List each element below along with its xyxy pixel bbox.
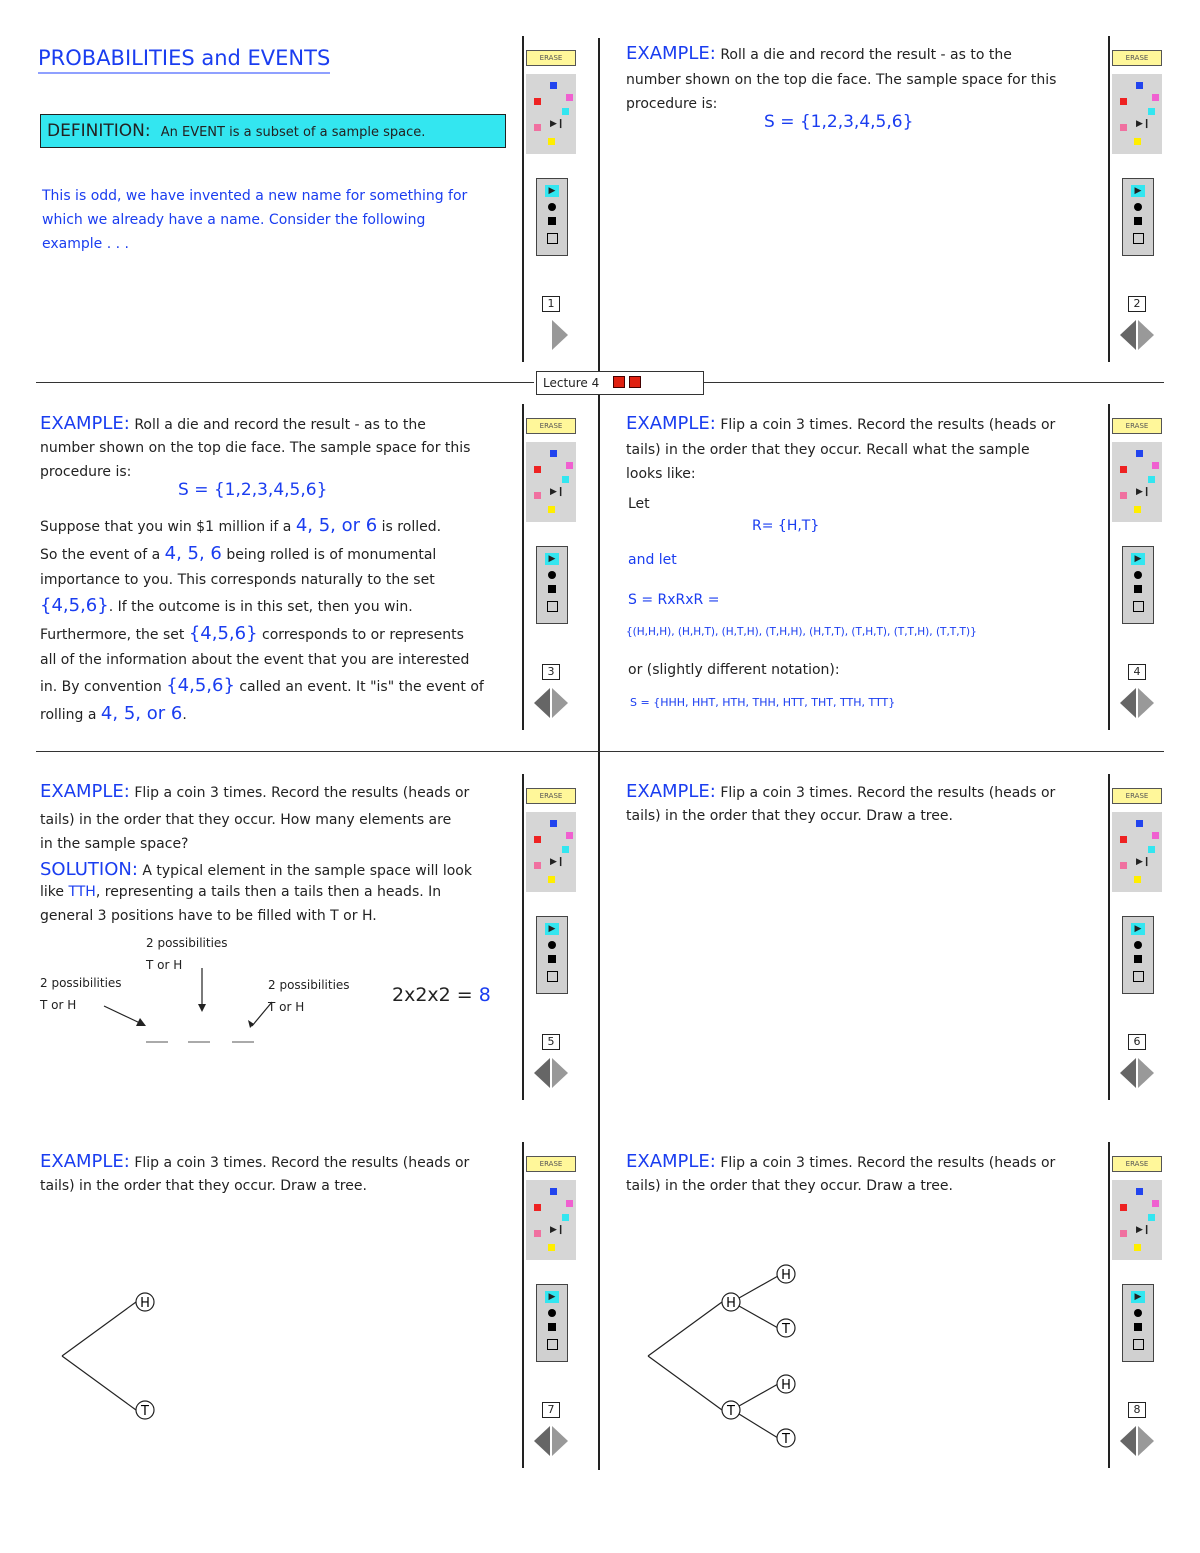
color-palette[interactable]: [1112, 442, 1162, 522]
tree-edge: [62, 1356, 136, 1410]
definition-text: An EVENT is a subset of a sample space.: [160, 125, 426, 140]
erase-button[interactable]: ERASE: [1112, 50, 1162, 66]
text-span: called an event. It "is" the event of: [234, 679, 484, 695]
example-line: tails) in the order that they occur. Draw a tree.: [626, 808, 953, 824]
erase-button[interactable]: ERASE: [526, 50, 576, 66]
slide-nav: [1120, 1426, 1156, 1456]
red-square-icon: [629, 376, 641, 388]
text-span: rolling a: [40, 707, 101, 723]
or-text: or (slightly different notation):: [628, 662, 840, 678]
palette-color-swatch[interactable]: [1148, 1214, 1155, 1221]
page-number: 5: [542, 1034, 560, 1050]
palette-color-swatch[interactable]: [550, 82, 557, 89]
panel-2: [626, 40, 1106, 360]
palette-color-swatch[interactable]: [1120, 836, 1127, 843]
slide-nav: [534, 1426, 570, 1456]
pen-circle-tool-icon[interactable]: [1134, 1309, 1142, 1317]
pen-circle-tool-icon[interactable]: [548, 571, 556, 579]
play-pause-icon[interactable]: ▶❙: [1136, 487, 1151, 497]
tool-palette[interactable]: [1122, 178, 1154, 256]
slide-nav: [534, 320, 570, 350]
palette-color-swatch[interactable]: [1120, 98, 1127, 105]
tree-edge: [62, 1302, 136, 1356]
definition-label: DEFINITION:: [47, 121, 151, 141]
highlight-span: {4,5,6}: [188, 623, 258, 644]
example-label: EXAMPLE:: [626, 413, 716, 434]
palette-color-swatch[interactable]: [534, 492, 541, 499]
pointer-tool-icon[interactable]: ▶: [545, 923, 559, 935]
tree-edge: [739, 1384, 778, 1406]
palette-color-swatch[interactable]: [550, 1188, 557, 1195]
pen-circle-tool-icon[interactable]: [548, 941, 556, 949]
play-pause-icon[interactable]: ▶❙: [550, 857, 565, 867]
page-number: 1: [542, 296, 560, 312]
text-span: .: [182, 707, 187, 723]
tree-diagram: [642, 1262, 822, 1452]
example-line: Flip a coin 3 times. Record the results (heads or: [720, 785, 1056, 801]
select-box-tool-icon[interactable]: [547, 1339, 558, 1350]
panel-3: [40, 410, 520, 730]
lecture-text: Lecture 4: [543, 376, 600, 390]
tool-palette[interactable]: [1122, 546, 1154, 624]
example-line: number shown on the top die face. The sample space for this: [626, 72, 1057, 88]
red-square-icon: [613, 376, 625, 388]
page-number: 2: [1128, 296, 1146, 312]
example-line: Roll a die and record the result - as to the: [720, 47, 1012, 63]
solution-line: A typical element in the sample space will look: [142, 863, 472, 879]
text-line: importance to you. This corresponds naturally to the set: [40, 572, 435, 588]
slot-blank: [232, 1041, 254, 1043]
play-pause-icon[interactable]: ▶❙: [550, 1225, 565, 1235]
arrow-line: [252, 1002, 272, 1026]
row-divider-1b: [704, 382, 1164, 383]
palette-color-swatch[interactable]: [562, 108, 569, 115]
center-divider: [598, 38, 600, 1470]
prev-slide-arrow-icon[interactable]: [534, 1426, 550, 1456]
text-span: Suppose that you win $1 million if a: [40, 519, 296, 535]
erase-button[interactable]: ERASE: [526, 1156, 576, 1172]
highlight-span: 4, 5, 6: [164, 543, 222, 564]
erase-button[interactable]: ERASE: [526, 418, 576, 434]
example-line: Flip a coin 3 times. Record the results (heads or: [720, 1155, 1056, 1171]
palette-color-swatch[interactable]: [1136, 820, 1143, 827]
example-line: Roll a die and record the result - as to the: [134, 417, 426, 433]
palette-color-swatch[interactable]: [534, 862, 541, 869]
palette-color-swatch[interactable]: [534, 466, 541, 473]
tool-palette[interactable]: [536, 1284, 568, 1362]
play-pause-icon[interactable]: ▶❙: [550, 487, 565, 497]
pointer-tool-icon[interactable]: ▶: [545, 553, 559, 565]
and-let-text: and let: [628, 552, 677, 568]
palette-color-swatch[interactable]: [1120, 492, 1127, 499]
slot-blank: [188, 1041, 210, 1043]
example-line: procedure is:: [40, 464, 132, 480]
example-line: tails) in the order that they occur. Recall what the sample: [626, 442, 1030, 458]
select-box-tool-icon[interactable]: [1133, 233, 1144, 244]
palette-color-swatch[interactable]: [1148, 846, 1155, 853]
palette-color-swatch[interactable]: [548, 876, 555, 883]
page-title: PROBABILITIES and EVENTS: [38, 46, 330, 74]
color-palette[interactable]: [1112, 812, 1162, 892]
page-number: 4: [1128, 664, 1146, 680]
palette-color-swatch[interactable]: [1120, 862, 1127, 869]
example-label: EXAMPLE:: [40, 781, 130, 802]
next-slide-arrow-icon[interactable]: [552, 1058, 568, 1088]
sidebar-rule: [522, 404, 524, 730]
pen-square-tool-icon[interactable]: [548, 1323, 556, 1331]
example-line: looks like:: [626, 466, 696, 482]
slide-nav: [534, 1058, 570, 1088]
example-line: procedure is:: [626, 96, 718, 112]
erase-button[interactable]: ERASE: [1112, 418, 1162, 434]
definition-box: [40, 114, 506, 148]
sample-space: S = {1,2,3,4,5,6}: [178, 480, 328, 500]
next-slide-arrow-icon[interactable]: [552, 1426, 568, 1456]
palette-color-swatch[interactable]: [566, 94, 573, 101]
palette-color-swatch[interactable]: [1152, 462, 1159, 469]
text-span: corresponds to or represents: [257, 627, 464, 643]
example-line: Flip a coin 3 times. Record the results (heads or: [134, 1155, 470, 1171]
pen-circle-tool-icon[interactable]: [548, 203, 556, 211]
pen-square-tool-icon[interactable]: [1134, 1323, 1142, 1331]
palette-color-swatch[interactable]: [534, 1230, 541, 1237]
play-pause-icon[interactable]: ▶❙: [1136, 1225, 1151, 1235]
palette-color-swatch[interactable]: [1136, 82, 1143, 89]
example-label: EXAMPLE:: [626, 43, 716, 64]
sidebar-rule: [1108, 404, 1110, 730]
solution-label: SOLUTION:: [40, 859, 138, 880]
example-line: number shown on the top die face. The sample space for this: [40, 440, 471, 456]
palette-color-swatch[interactable]: [1120, 1204, 1127, 1211]
page-number: 3: [542, 664, 560, 680]
arrowhead-icon: [198, 1004, 206, 1012]
text-span: . If the outcome is in this set, then you win.: [108, 599, 413, 615]
color-palette[interactable]: [526, 1180, 576, 1260]
pointer-tool-icon[interactable]: ▶: [545, 1291, 559, 1303]
example-line: tails) in the order that they occur. How many elements are: [40, 812, 452, 828]
palette-color-swatch[interactable]: [1152, 94, 1159, 101]
next-slide-arrow-icon[interactable]: [552, 320, 568, 350]
select-box-tool-icon[interactable]: [1133, 601, 1144, 612]
prev-slide-arrow-icon[interactable]: [534, 688, 550, 718]
play-pause-icon[interactable]: ▶❙: [1136, 119, 1151, 129]
pointer-tool-icon[interactable]: ▶: [1131, 923, 1145, 935]
s-definition: S = RxRxR =: [628, 592, 720, 608]
let-text: Let: [628, 496, 650, 512]
tree-diagram: [50, 1288, 190, 1428]
tree-edge: [648, 1302, 722, 1356]
example-label: EXAMPLE:: [40, 413, 130, 434]
example-line: tails) in the order that they occur. Draw a tree.: [626, 1178, 953, 1194]
play-pause-icon[interactable]: ▶❙: [1136, 857, 1151, 867]
text-span: Furthermore, the set: [40, 627, 189, 643]
palette-color-swatch[interactable]: [548, 1244, 555, 1251]
select-box-tool-icon[interactable]: [547, 233, 558, 244]
slide-nav: [1120, 320, 1156, 350]
sidebar-rule: [522, 774, 524, 1100]
palette-color-swatch[interactable]: [548, 506, 555, 513]
page-number: 8: [1128, 1402, 1146, 1418]
arrowhead-icon: [248, 1020, 254, 1028]
palette-color-swatch[interactable]: [566, 832, 573, 839]
product-text: 2x2x2 =: [392, 984, 479, 1006]
tree-edge: [648, 1356, 722, 1410]
prev-slide-arrow-icon[interactable]: [1120, 688, 1136, 718]
erase-button[interactable]: ERASE: [526, 788, 576, 804]
example-line: in the sample space?: [40, 836, 189, 852]
prev-slide-arrow-icon[interactable]: [1120, 320, 1136, 350]
palette-color-swatch[interactable]: [548, 138, 555, 145]
palette-color-swatch[interactable]: [550, 450, 557, 457]
possibilities-label: 2 possibilities: [40, 976, 122, 990]
palette-color-swatch[interactable]: [1134, 876, 1141, 883]
palette-color-swatch[interactable]: [562, 476, 569, 483]
tree-edge: [739, 1414, 778, 1438]
palette-color-swatch[interactable]: [1148, 108, 1155, 115]
pen-square-tool-icon[interactable]: [548, 585, 556, 593]
sample-space: S = {1,2,3,4,5,6}: [764, 112, 914, 132]
next-slide-arrow-icon[interactable]: [552, 688, 568, 718]
pointer-tool-icon[interactable]: ▶: [1131, 553, 1145, 565]
select-box-tool-icon[interactable]: [1133, 1339, 1144, 1350]
sidebar-rule: [1108, 36, 1110, 362]
panel-7: [40, 1150, 520, 1450]
tree-node-label: H: [781, 1268, 791, 1283]
prev-slide-arrow-icon[interactable]: [534, 1058, 550, 1088]
panel-5: [40, 780, 520, 1080]
body-line: This is odd, we have invented a new name for something for: [42, 188, 468, 204]
palette-color-swatch[interactable]: [534, 1204, 541, 1211]
text-span: , representing a tails then a tails then a heads. In: [95, 884, 442, 900]
tool-palette[interactable]: [536, 916, 568, 994]
palette-color-swatch[interactable]: [1120, 124, 1127, 131]
r-definition: R= {H,T}: [752, 518, 820, 534]
pointer-tool-icon[interactable]: ▶: [545, 185, 559, 197]
example-label: EXAMPLE:: [40, 1151, 130, 1172]
palette-color-swatch[interactable]: [534, 98, 541, 105]
select-box-tool-icon[interactable]: [547, 601, 558, 612]
pointer-tool-icon[interactable]: ▶: [1131, 1291, 1145, 1303]
palette-color-swatch[interactable]: [1136, 1188, 1143, 1195]
sidebar-rule: [1108, 774, 1110, 1100]
body-line: example . . .: [42, 236, 129, 252]
product-result: 8: [478, 984, 491, 1006]
slot-blank: [146, 1041, 168, 1043]
palette-color-swatch[interactable]: [550, 820, 557, 827]
select-box-tool-icon[interactable]: [1133, 971, 1144, 982]
palette-color-swatch[interactable]: [1120, 1230, 1127, 1237]
pen-circle-tool-icon[interactable]: [1134, 203, 1142, 211]
page-number: 6: [1128, 1034, 1146, 1050]
slide-nav: [1120, 688, 1156, 718]
play-pause-icon[interactable]: ▶❙: [550, 119, 565, 129]
pen-square-tool-icon[interactable]: [548, 217, 556, 225]
palette-color-swatch[interactable]: [566, 462, 573, 469]
lecture-label: [536, 371, 704, 395]
color-palette[interactable]: [1112, 74, 1162, 154]
select-box-tool-icon[interactable]: [547, 971, 558, 982]
tree-node-label: T: [782, 1322, 790, 1337]
erase-button[interactable]: ERASE: [1112, 1156, 1162, 1172]
palette-color-swatch[interactable]: [534, 836, 541, 843]
text-line: all of the information about the event that you are interested: [40, 652, 470, 668]
prev-slide-arrow-icon[interactable]: [1120, 1058, 1136, 1088]
palette-color-swatch[interactable]: [1148, 476, 1155, 483]
panel-4: [626, 410, 1106, 730]
tree-node-label: T: [782, 1432, 790, 1447]
highlight-span: {4,5,6}: [166, 675, 235, 696]
pen-circle-tool-icon[interactable]: [1134, 571, 1142, 579]
arrow-line: [104, 1006, 142, 1024]
text-span: in. By convention: [40, 679, 167, 695]
possibilities-label: T or H: [268, 1000, 305, 1014]
palette-color-swatch[interactable]: [1136, 450, 1143, 457]
next-slide-arrow-icon[interactable]: [1138, 1058, 1154, 1088]
tool-palette[interactable]: [1122, 1284, 1154, 1362]
palette-color-swatch[interactable]: [562, 1214, 569, 1221]
next-slide-arrow-icon[interactable]: [1138, 1426, 1154, 1456]
palette-color-swatch[interactable]: [1120, 466, 1127, 473]
tree-node-label: T: [141, 1404, 149, 1419]
tool-palette[interactable]: [536, 178, 568, 256]
palette-color-swatch[interactable]: [1134, 506, 1141, 513]
panel-1: [38, 40, 518, 360]
tree-node-label: H: [726, 1296, 736, 1311]
erase-button[interactable]: ERASE: [1112, 788, 1162, 804]
tool-palette[interactable]: [536, 546, 568, 624]
palette-color-swatch[interactable]: [1152, 1200, 1159, 1207]
row-divider-2: [36, 751, 1164, 752]
sidebar-rule: [522, 1142, 524, 1468]
page-number: 7: [542, 1402, 560, 1418]
highlight-span: {4,5,6}: [40, 595, 109, 616]
pen-square-tool-icon[interactable]: [1134, 585, 1142, 593]
text-span: is rolled.: [377, 519, 442, 535]
text-span: being rolled is of monumental: [221, 547, 437, 563]
example-label: EXAMPLE:: [626, 1151, 716, 1172]
example-line: Flip a coin 3 times. Record the results (heads or: [134, 785, 470, 801]
tree-node-label: T: [727, 1404, 735, 1419]
pen-square-tool-icon[interactable]: [1134, 955, 1142, 963]
pen-circle-tool-icon[interactable]: [1134, 941, 1142, 949]
palette-color-swatch[interactable]: [1134, 1244, 1141, 1251]
sidebar-rule: [1108, 1142, 1110, 1468]
next-slide-arrow-icon[interactable]: [1138, 688, 1154, 718]
palette-color-swatch[interactable]: [534, 124, 541, 131]
palette-color-swatch[interactable]: [1134, 138, 1141, 145]
panel-6: [626, 780, 1106, 1080]
slide-nav: [534, 688, 570, 718]
color-palette[interactable]: [526, 74, 576, 154]
slide-nav: [1120, 1058, 1156, 1088]
panel-8: [626, 1150, 1106, 1450]
palette-color-swatch[interactable]: [566, 1200, 573, 1207]
s-alternate: S = {HHH, HHT, HTH, THH, HTT, THT, TTH, TTT}: [630, 696, 896, 709]
text-span: So the event of a: [40, 547, 165, 563]
tool-palette[interactable]: [1122, 916, 1154, 994]
tree-node-label: H: [781, 1378, 791, 1393]
slot-arrows: [40, 960, 300, 1040]
tree-edge: [739, 1306, 778, 1328]
highlight-span: 4, 5, or 6: [100, 703, 183, 724]
possibilities-label: T or H: [40, 998, 77, 1012]
highlight-span: TTH: [68, 884, 96, 900]
example-line: tails) in the order that they occur. Draw a tree.: [40, 1178, 367, 1194]
pointer-tool-icon[interactable]: ▶: [1131, 185, 1145, 197]
example-label: EXAMPLE:: [626, 781, 716, 802]
solution-line: general 3 positions have to be filled with T or H.: [40, 908, 377, 924]
highlight-span: 4, 5, or 6: [295, 515, 378, 536]
pen-square-tool-icon[interactable]: [548, 955, 556, 963]
possibilities-label: T or H: [146, 958, 183, 972]
palette-color-swatch[interactable]: [1152, 832, 1159, 839]
prev-slide-arrow-icon[interactable]: [1120, 1426, 1136, 1456]
palette-color-swatch[interactable]: [562, 846, 569, 853]
body-line: which we already have a name. Consider the following: [42, 212, 426, 228]
tree-node-label: H: [140, 1296, 150, 1311]
tuple-list: {(H,H,H), (H,H,T), (H,T,H), (T,H,H), (H,T,T), (T,H,T), (T,T,H), (T,T,T)}: [626, 626, 977, 638]
sidebar-rule: [522, 36, 524, 362]
next-slide-arrow-icon[interactable]: [1138, 320, 1154, 350]
color-palette[interactable]: [526, 442, 576, 522]
pen-circle-tool-icon[interactable]: [548, 1309, 556, 1317]
text-span: like: [40, 884, 69, 900]
example-line: Flip a coin 3 times. Record the results (heads or: [720, 417, 1056, 433]
possibilities-label: 2 possibilities: [268, 978, 350, 992]
possibilities-label: 2 possibilities: [146, 936, 228, 950]
tree-edge: [739, 1276, 778, 1298]
row-divider-1: [36, 382, 534, 383]
pen-square-tool-icon[interactable]: [1134, 217, 1142, 225]
color-palette[interactable]: [526, 812, 576, 892]
color-palette[interactable]: [1112, 1180, 1162, 1260]
